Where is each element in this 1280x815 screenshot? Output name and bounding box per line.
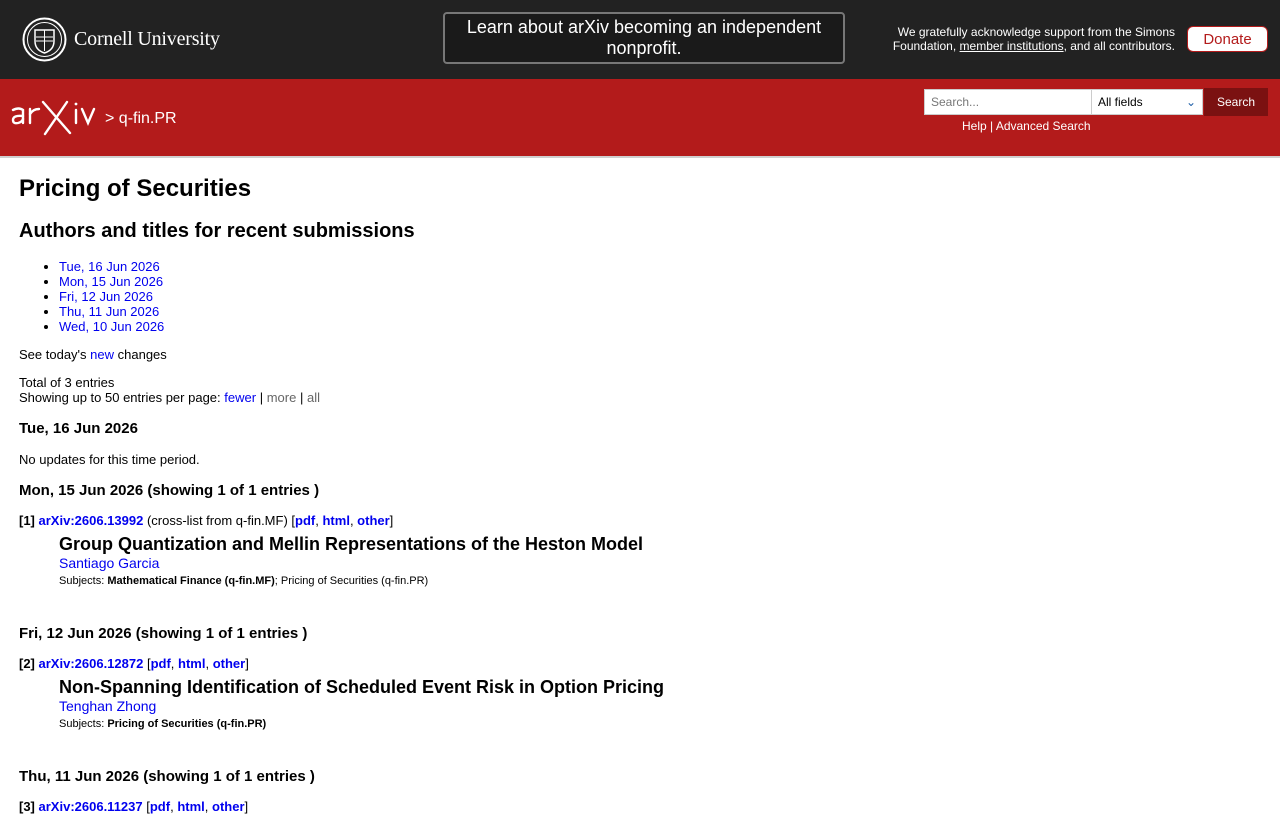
pdf-link[interactable]: pdf — [149, 799, 171, 814]
paper-title: Non-Spanning Identification of Scheduled Event Risk in Option Pricing — [59, 677, 665, 697]
author-list — [59, 555, 1259, 572]
author-link[interactable]: Santiago Garcia — [59, 555, 160, 571]
author-link[interactable]: Tenghan Zhong — [59, 698, 157, 714]
paging-separator: | — [299, 390, 304, 405]
total-entries: Total of 3 entries — [19, 375, 115, 390]
support-text: We gratefully acknowledge support from the Simons Foundation, — [892, 25, 1175, 53]
search-field-select[interactable] — [1091, 89, 1203, 115]
date-heading: Mon, 15 Jun 2026 (showing 1 of 1 entries ) — [19, 482, 320, 499]
breadcrumb-category-link[interactable]: q-fin.PR — [118, 110, 177, 127]
other-link[interactable]: other — [212, 656, 246, 671]
help-links — [962, 119, 1091, 133]
see-prefix: See today's — [19, 347, 87, 362]
date-list-item — [59, 289, 1259, 304]
html-link[interactable]: html — [178, 656, 206, 671]
paging-separator: | — [259, 390, 264, 405]
page-subtitle: Authors and titles for recent submissions — [19, 220, 415, 242]
date-list-item — [59, 274, 1259, 289]
entry-index: [1] — [19, 513, 35, 528]
other-link[interactable]: other — [357, 513, 390, 528]
subjects-label: Subjects: — [59, 575, 105, 587]
help-separator: | — [990, 119, 994, 133]
chevron-down-icon: ⌄ — [1185, 95, 1196, 109]
date-heading: Tue, 16 Jun 2026 — [19, 420, 138, 437]
date-link[interactable]: Tue, 16 Jun 2026 — [59, 259, 160, 274]
date-list — [19, 259, 1259, 334]
date-link[interactable]: Thu, 11 Jun 2026 — [59, 304, 160, 319]
arxiv-header — [0, 79, 1280, 158]
more-text: more — [266, 390, 297, 405]
other-subjects: ; Pricing of Securities (q-fin.PR) — [274, 575, 429, 587]
all-link[interactable]: all — [306, 390, 320, 405]
advanced-search-link[interactable]: Advanced Search — [995, 119, 1091, 133]
date-heading: Fri, 12 Jun 2026 (showing 1 of 1 entries ) — [19, 625, 308, 642]
entry-header: [2] arXiv:2606.12872 [pdf, html, other] — [19, 656, 249, 671]
search-field-value: All fields — [1098, 95, 1143, 109]
breadcrumb — [105, 110, 177, 128]
entry-index: [2] — [19, 656, 35, 671]
main-content — [19, 158, 1259, 815]
support-acknowledgement — [875, 25, 1175, 53]
subjects-label: Subjects: — [59, 718, 105, 730]
showing-text: Showing up to 50 entries per page: — [19, 390, 221, 405]
crosslist-note: (cross-list from q-fin.MF) — [146, 513, 288, 528]
announcement-text: Learn about arXiv becoming an independent nonprofit. — [466, 17, 822, 58]
no-updates-note: No updates for this time period. — [19, 452, 200, 467]
entry-header: [3] arXiv:2606.11237 [pdf, html, other] — [19, 799, 249, 814]
top-banner — [0, 0, 1280, 79]
primary-subject: Mathematical Finance (q-fin.MF) — [107, 575, 275, 587]
help-link[interactable]: Help — [962, 119, 987, 133]
date-list-item — [59, 304, 1259, 319]
primary-subject: Pricing of Securities (q-fin.PR) — [107, 718, 267, 730]
author-list — [59, 698, 1259, 715]
date-list-item — [59, 259, 1259, 274]
donate-button[interactable]: Donate — [1187, 26, 1268, 52]
announcement-banner[interactable] — [443, 12, 845, 64]
entry-index: [3] — [19, 799, 35, 814]
cornell-seal-icon — [22, 17, 67, 62]
date-link[interactable]: Fri, 12 Jun 2026 — [59, 289, 153, 304]
member-institutions-link[interactable]: member institutions — [959, 39, 1064, 53]
search-form — [924, 89, 1268, 116]
support-suffix: , and all contributors. — [1063, 39, 1175, 53]
entry-meta — [59, 534, 1259, 588]
search-input[interactable]: Search... — [924, 89, 1091, 115]
see-suffix: changes — [117, 347, 167, 362]
date-list-item — [59, 319, 1259, 334]
paging-line — [19, 390, 1259, 405]
entry-meta — [59, 677, 1259, 731]
pdf-link[interactable]: pdf — [150, 656, 171, 671]
page-title: Pricing of Securities — [19, 175, 252, 202]
arxiv-id-link[interactable]: arXiv:2606.12872 — [38, 656, 144, 671]
new-link[interactable]: new — [90, 347, 115, 362]
breadcrumb-separator: > — [105, 110, 115, 127]
new-changes-line — [19, 347, 1259, 362]
html-link[interactable]: html — [177, 799, 205, 814]
paper-title: Group Quantization and Mellin Representations of the Heston Model — [59, 534, 644, 554]
cornell-logo-link[interactable] — [22, 17, 220, 62]
subjects-line — [59, 717, 1259, 731]
cornell-wordmark: Cornell University — [74, 28, 220, 50]
arxiv-logo-icon[interactable] — [10, 97, 101, 139]
arxiv-id-link[interactable]: arXiv:2606.11237 — [38, 799, 143, 814]
fewer-link[interactable]: fewer — [224, 390, 257, 405]
date-heading: Thu, 11 Jun 2026 (showing 1 of 1 entries ) — [19, 768, 315, 785]
arxiv-logo-group — [10, 97, 177, 139]
other-link[interactable]: other — [212, 799, 245, 814]
pdf-link[interactable]: pdf — [295, 513, 316, 528]
subjects-line — [59, 574, 1259, 588]
search-button[interactable]: Search — [1204, 88, 1268, 116]
date-link[interactable]: Wed, 10 Jun 2026 — [59, 319, 165, 334]
entry-header: [1] arXiv:2606.13992 (cross-list from q-fin.MF) [pdf, html, other] — [19, 513, 394, 528]
html-link[interactable]: html — [322, 513, 350, 528]
date-link[interactable]: Mon, 15 Jun 2026 — [59, 274, 164, 289]
arxiv-id-link[interactable]: arXiv:2606.13992 — [38, 513, 144, 528]
